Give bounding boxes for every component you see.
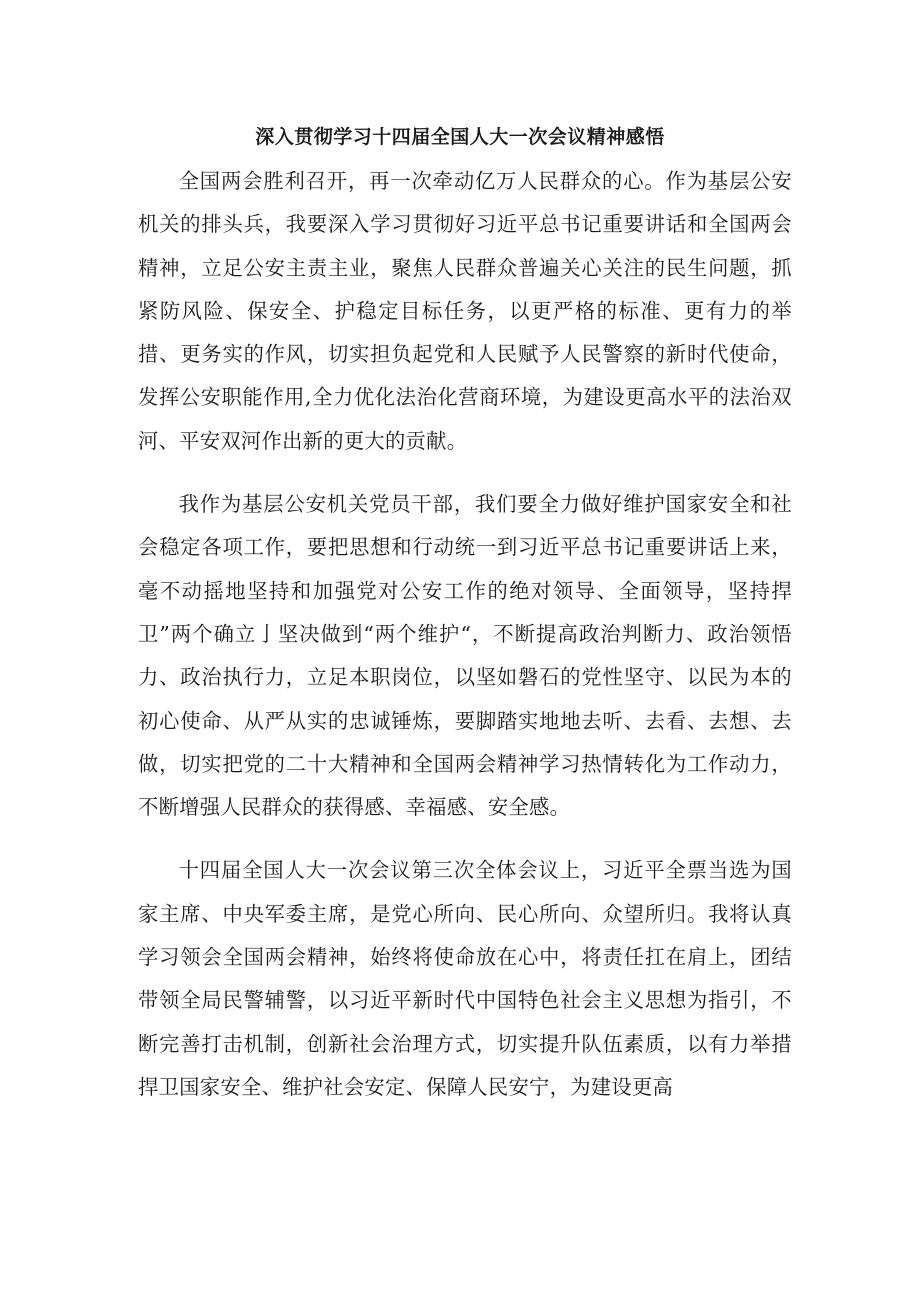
document-body: [138, 160, 792, 1129]
paragraph-1: 全国两会胜利召开，再一次牵动亿万人民群众的心。作为基层公安机关的排头兵，我要深入学习贯彻好习近平总书记重要讲话和全国两会精神，立足公安主责主业，聚焦人民群众普遍关心关注的民生问题，抓紧防风险、保安全、护稳定目标任务，以更严格的标准、更有力的举措、更务实的作风，切实担负起党和人民赋予人民警察的新时代使命，发挥公安职能作用,全力优化法治化营商环境，为建设更高水平的法治双河、平安双河作出新的更大的贡献。: [138, 169, 792, 453]
document-title: 深入贯彻学习十四届全国人大一次会议精神感悟: [255, 126, 665, 148]
paragraph-3: 十四届全国人大一次会议第三次全体会议上，习近平全票当选为国家主席、中央军委主席，是党心所向、民心所向、众望所归。我将认真学习领会全国两会精神，始终将使命放在心中，将责任扛在肩上，团结带领全局民警辅警，以习近平新时代中国特色社会主义思想为指引，不断完善打击机制，创新社会治理方式，切实提升队伍素质，以有力举措捍卫国家安全、维护社会安定、保障人民安宁，为建设更高: [138, 858, 792, 1099]
paragraph-2: 我作为基层公安机关党员干部，我们要全力做好维护国家安全和社会稳定各项工作，要把思想和行动统一到习近平总书记重要讲话上来，毫不动摇地坚持和加强党对公安工作的绝对领导、全面领导，坚持捍卫”两个确立亅坚决做到“两个维护“，不断提高政治判断力、政治领悟力、政治执行力，立足本职岗位，以坚如磐石的党性坚守、以民为本的初心使命、从严从实的忠诚锤炼，要脚踏实地地去听、去看、去想、去做，切实把党的二十大精神和全国两会精神学习热情转化为工作动力，不断增强人民群众的获得感、幸福感、安全感。: [138, 492, 792, 820]
